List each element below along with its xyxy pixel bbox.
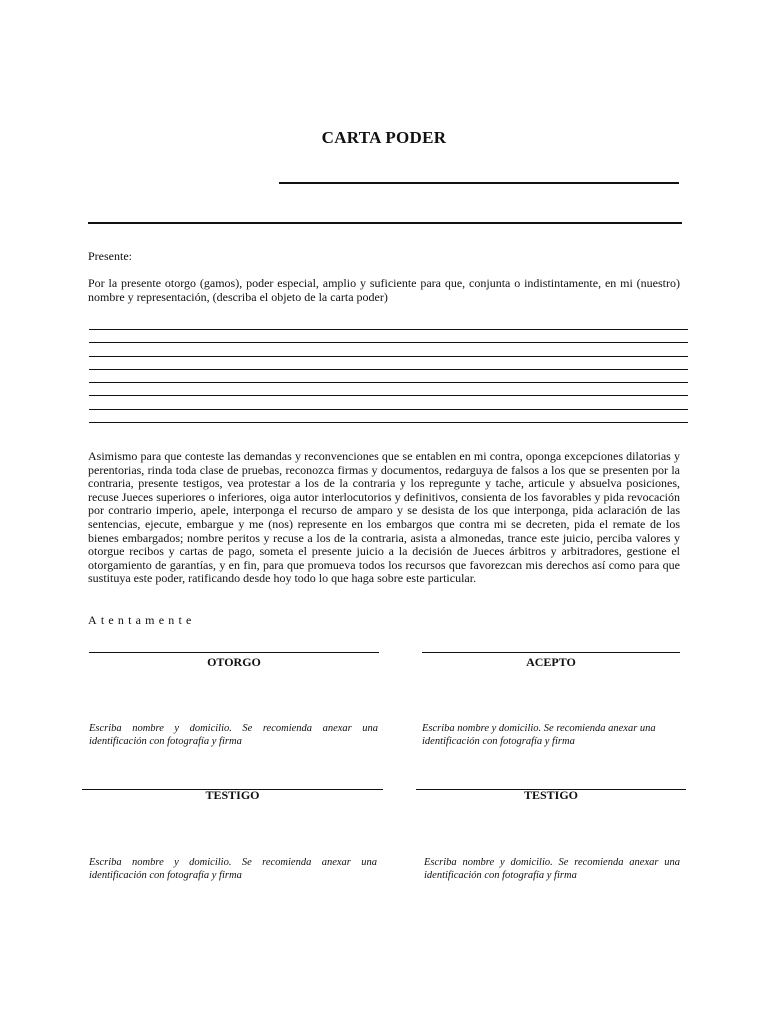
testigo-left-label: TESTIGO [205,788,260,802]
purpose-line[interactable] [89,369,688,370]
purpose-line[interactable] [89,329,688,330]
purpose-line[interactable] [89,409,688,410]
otorgo-note: Escriba nombre y domicilio. Se recomienda anexar una identificación con fotografía y firma [89,723,378,747]
purpose-line[interactable] [89,422,688,423]
testigo-right-note: Escriba nombre y domicilio. Se recomienda anexar una identificación con fotografía y firma [424,857,680,881]
recipient-name-line[interactable] [279,182,679,184]
testigo-left-note: Escriba nombre y domicilio. Se recomienda anexar una identificación con fotografía y firma [89,857,377,881]
closing-text: Atentamente [88,613,196,627]
powers-paragraph: Asimismo para que conteste las demandas y reconvenciones que se entablen en mi contra, oponga excepciones dilatorias y perentorias, rinda toda clase de pruebas, reconozca firmas y documentos, redarguya de falsos a los que se presenten por la contraria, presente testigos, vea protestar a los de la contraria y los repregunte y tache, articule y absuelva posiciones, recuse Jueces superiores o inferiores, oiga autor interlocutorios y definitivos, consienta de los favorables y pida revocación por contrario imperio, apele, interponga el recurso de amparo y se desista de los que interponga, pida aclaración de las sentencias, ejecute, embargue y me (nos) represente en los embargos que contra mi se decreten, pida el remate de los bienes embargados; nombre peritos y recuse a los de la contraria, asista a almonedas, trance este juicio, perciba valores y otorgue recibos y cartas de pago, someta el presente juicio a la decisión de Jueces árbitros y arbitradores, gestione el otorgamiento de garantías, y en fin, para que promueva todos los recursos que favorezcan mis derechos así como para que sustituya este poder, ratificando desde hoy todo lo que haga sobre este particular. [88,449,680,586]
acepto-note: Escriba nombre y domicilio. Se recomienda anexar una identificación con fotografía y firma [422,723,656,747]
purpose-line[interactable] [89,356,688,357]
recipient-address-line[interactable] [88,222,682,224]
purpose-line[interactable] [89,382,688,383]
testigo-right-label: TESTIGO [523,788,579,802]
otorgo-signature-line[interactable] [89,652,379,653]
acepto-label: ACEPTO [526,655,576,669]
purpose-lines[interactable] [89,329,688,435]
acepto-signature-line[interactable] [422,652,680,653]
greeting-text: Presente: [88,249,132,263]
purpose-line[interactable] [89,395,688,396]
document-title: CARTA PODER [321,128,447,147]
purpose-line[interactable] [89,342,688,343]
otorgo-label: OTORGO [207,655,261,669]
grant-paragraph: Por la presente otorgo (gamos), poder especial, amplio y suficiente para que, conjunta o indistintamente, en mi (nuestro) nombre y representación, (describa el objeto de la carta poder) [88,276,680,304]
